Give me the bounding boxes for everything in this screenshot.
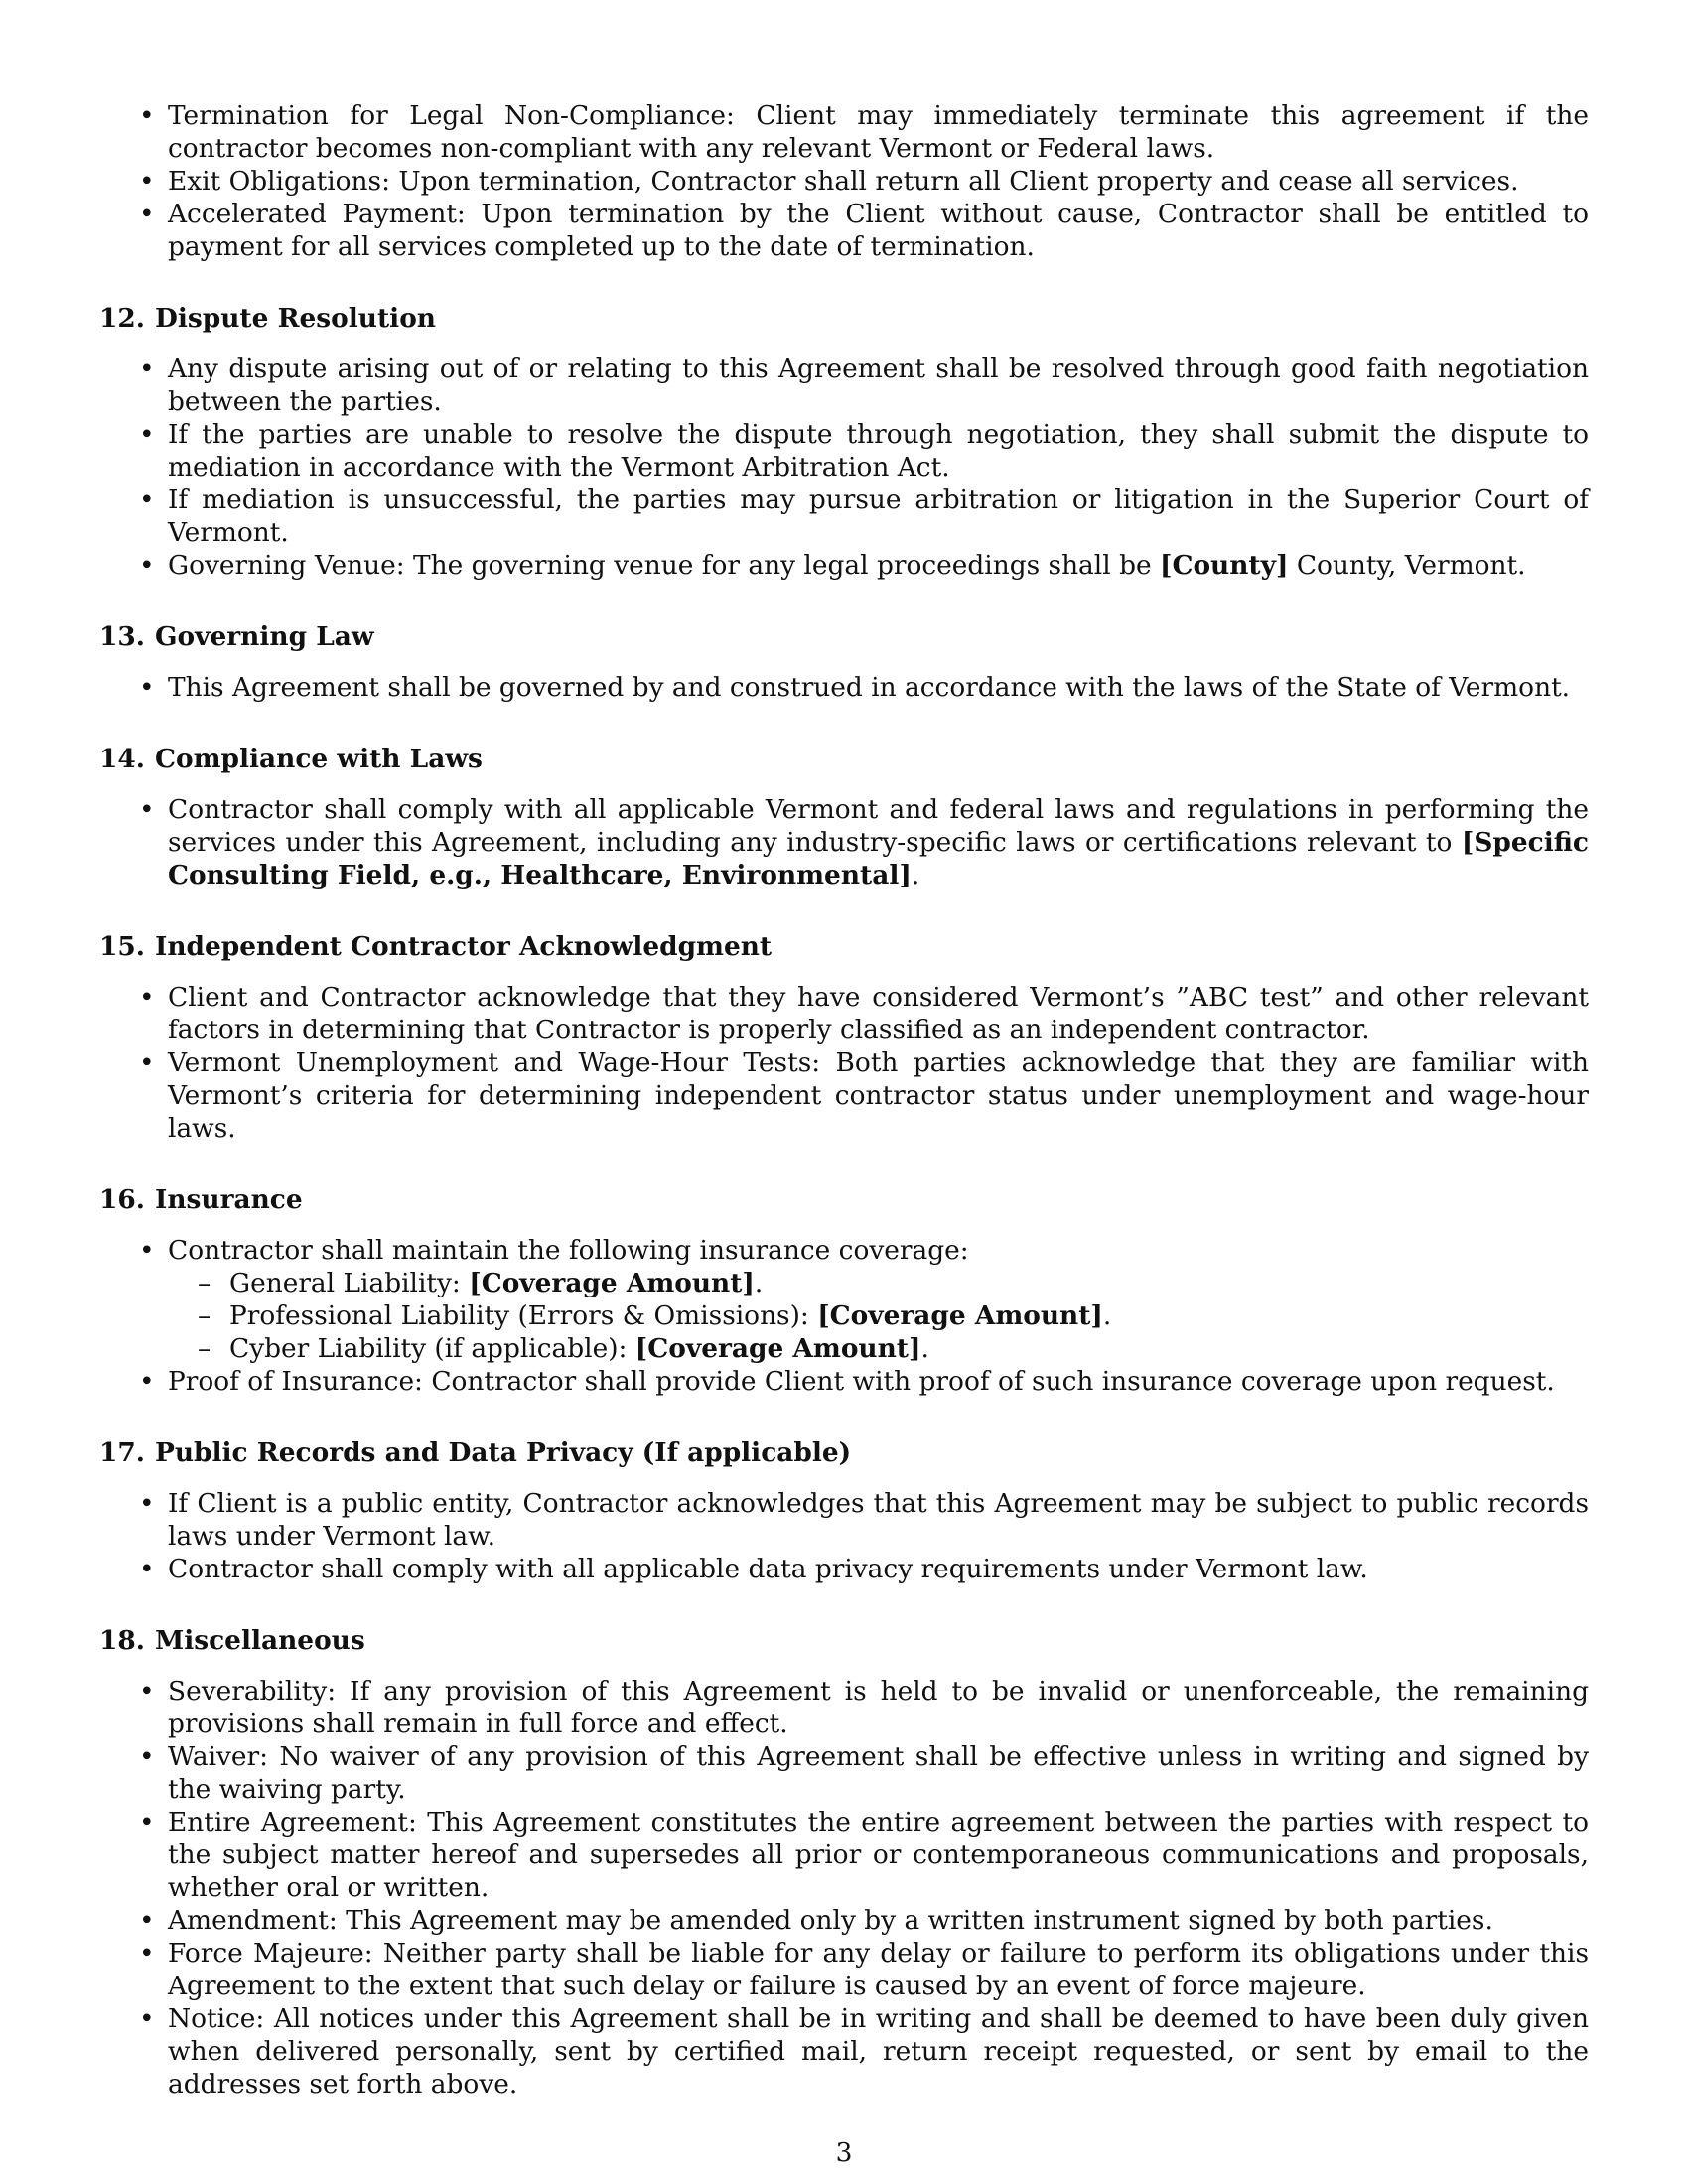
- section-18-heading: [99, 1624, 1589, 1657]
- list-item: • This Agreement shall be governed by and construed in accordance with the laws of the State of Vermont.: [99, 671, 1589, 704]
- coverage-amount-placeholder: [Coverage Amount]: [634, 1333, 921, 1364]
- section-16-heading: [99, 1183, 1589, 1216]
- section-title: Dispute Resolution: [155, 303, 436, 334]
- list-item: • Severability: If any provision of this Agreement is held to be invalid or unenforceable, the remaining provisions shall remain in full force and effect.: [99, 1675, 1589, 1740]
- list-item: • Vermont Unemployment and Wage-Hour Tests: Both parties acknowledge that they are familiar with Vermont’s criteria for determining independent contractor status under unemployment and wage-hour laws.: [99, 1046, 1589, 1145]
- consulting-field-placeholder: [Specific Consulting Field, e.g., Healthcare, Environmental]: [168, 827, 1589, 890]
- section-14-list: [99, 793, 1589, 891]
- sub-item-cyber-liability: [168, 1332, 1589, 1365]
- list-item-governing-venue: [99, 549, 1589, 582]
- coverage-label: General Liability:: [229, 1268, 470, 1298]
- compliance-text: Contractor shall comply with all applicable Vermont and federal laws and regulations in performing the services under this Agreement, including any industry-specific laws or certifications relevant to: [168, 794, 1589, 858]
- section-title: Miscellaneous: [155, 1625, 365, 1656]
- section-title: Governing Law: [155, 621, 374, 652]
- section-15-list: [99, 981, 1589, 1145]
- coverage-end: .: [754, 1268, 764, 1298]
- section-16-list: [99, 1234, 1589, 1398]
- coverage-amount-placeholder: [Coverage Amount]: [817, 1300, 1103, 1331]
- list-item: • Entire Agreement: This Agreement constitutes the entire agreement between the parties with respect to the subject matter hereof and supersedes all prior or contemporaneous communications and proposals, whether oral or written.: [99, 1806, 1589, 1904]
- termination-continued-list: [99, 99, 1589, 263]
- section-number: 13.: [99, 621, 145, 652]
- section-number: 14.: [99, 744, 145, 774]
- insurance-lead: Contractor shall maintain the following insurance coverage:: [168, 1235, 969, 1266]
- section-14-heading: [99, 743, 1589, 775]
- section-number: 15.: [99, 931, 145, 962]
- list-item: • Force Majeure: Neither party shall be liable for any delay or failure to perform its obligations under this Agreement to the extent that such delay or failure is caused by an event of force majeure.: [99, 1937, 1589, 2002]
- list-item: • Any dispute arising out of or relating to this Agreement shall be resolved through good faith negotiation between the parties.: [99, 352, 1589, 418]
- venue-text: Governing Venue: The governing venue for any legal proceedings shall be: [168, 550, 1160, 581]
- list-item: • Waiver: No waiver of any provision of this Agreement shall be effective unless in writing and signed by the waiving party.: [99, 1740, 1589, 1806]
- list-item-insurance-coverage: [99, 1234, 1589, 1365]
- coverage-end: .: [1102, 1300, 1112, 1331]
- list-item: • If mediation is unsuccessful, the parties may pursue arbitration or litigation in the Superior Court of Vermont.: [99, 483, 1589, 549]
- section-number: 16.: [99, 1184, 145, 1215]
- section-12-list: [99, 352, 1589, 582]
- list-item: • Exit Obligations: Upon termination, Contractor shall return all Client property and cease all services.: [99, 165, 1589, 198]
- list-item: • Termination for Legal Non-Compliance: Client may immediately terminate this agreement if the contractor becomes non-compliant with any relevant Vermont or Federal laws.: [99, 99, 1589, 165]
- section-number: 12.: [99, 303, 145, 334]
- section-12-heading: [99, 302, 1589, 335]
- section-17-heading: [99, 1436, 1589, 1469]
- coverage-label: Cyber Liability (if applicable):: [229, 1333, 635, 1364]
- sub-item-professional-liability: [168, 1299, 1589, 1332]
- section-17-list: [99, 1487, 1589, 1585]
- section-title: Compliance with Laws: [155, 744, 483, 774]
- section-title: Insurance: [155, 1184, 303, 1215]
- venue-suffix: County, Vermont.: [1288, 550, 1526, 581]
- page-content: [99, 99, 1589, 2101]
- list-item: • Amendment: This Agreement may be amended only by a written instrument signed by both parties.: [99, 1904, 1589, 1937]
- coverage-sublist: [168, 1267, 1589, 1365]
- section-13-list: [99, 671, 1589, 704]
- coverage-label: Professional Liability (Errors & Omissions):: [229, 1300, 818, 1331]
- list-item: • If the parties are unable to resolve the dispute through negotiation, they shall submit the dispute to mediation in accordance with the Vermont Arbitration Act.: [99, 418, 1589, 483]
- list-item: • Proof of Insurance: Contractor shall provide Client with proof of such insurance coverage upon request.: [99, 1365, 1589, 1398]
- list-item: • Accelerated Payment: Upon termination by the Client without cause, Contractor shall be entitled to payment for all services completed up to the date of termination.: [99, 198, 1589, 263]
- list-item: • Notice: All notices under this Agreement shall be in writing and shall be deemed to have been duly given when delivered personally, sent by certified mail, return receipt requested, or sent by email to the addresses set forth above.: [99, 2002, 1589, 2101]
- sub-item-general-liability: [168, 1267, 1589, 1299]
- section-title: Public Records and Data Privacy (If applicable): [155, 1437, 852, 1468]
- list-item: • Contractor shall comply with all applicable data privacy requirements under Vermont law.: [99, 1553, 1589, 1585]
- list-item: • Client and Contractor acknowledge that they have considered Vermont’s ”ABC test” and other relevant factors in determining that Contractor is properly classified as an independent contractor.: [99, 981, 1589, 1046]
- page-number: 3: [835, 2137, 853, 2168]
- county-placeholder: [County]: [1159, 550, 1289, 581]
- list-item: [99, 793, 1589, 891]
- section-18-list: [99, 1675, 1589, 2101]
- section-number: 18.: [99, 1625, 145, 1656]
- section-15-heading: [99, 930, 1589, 963]
- compliance-suffix: .: [911, 860, 920, 890]
- section-number: 17.: [99, 1437, 145, 1468]
- section-title: Independent Contractor Acknowledgment: [155, 931, 773, 962]
- section-13-heading: [99, 620, 1589, 653]
- coverage-amount-placeholder: [Coverage Amount]: [469, 1268, 755, 1298]
- coverage-end: .: [920, 1333, 929, 1364]
- list-item: • If Client is a public entity, Contractor acknowledges that this Agreement may be subject to public records laws under Vermont law.: [99, 1487, 1589, 1553]
